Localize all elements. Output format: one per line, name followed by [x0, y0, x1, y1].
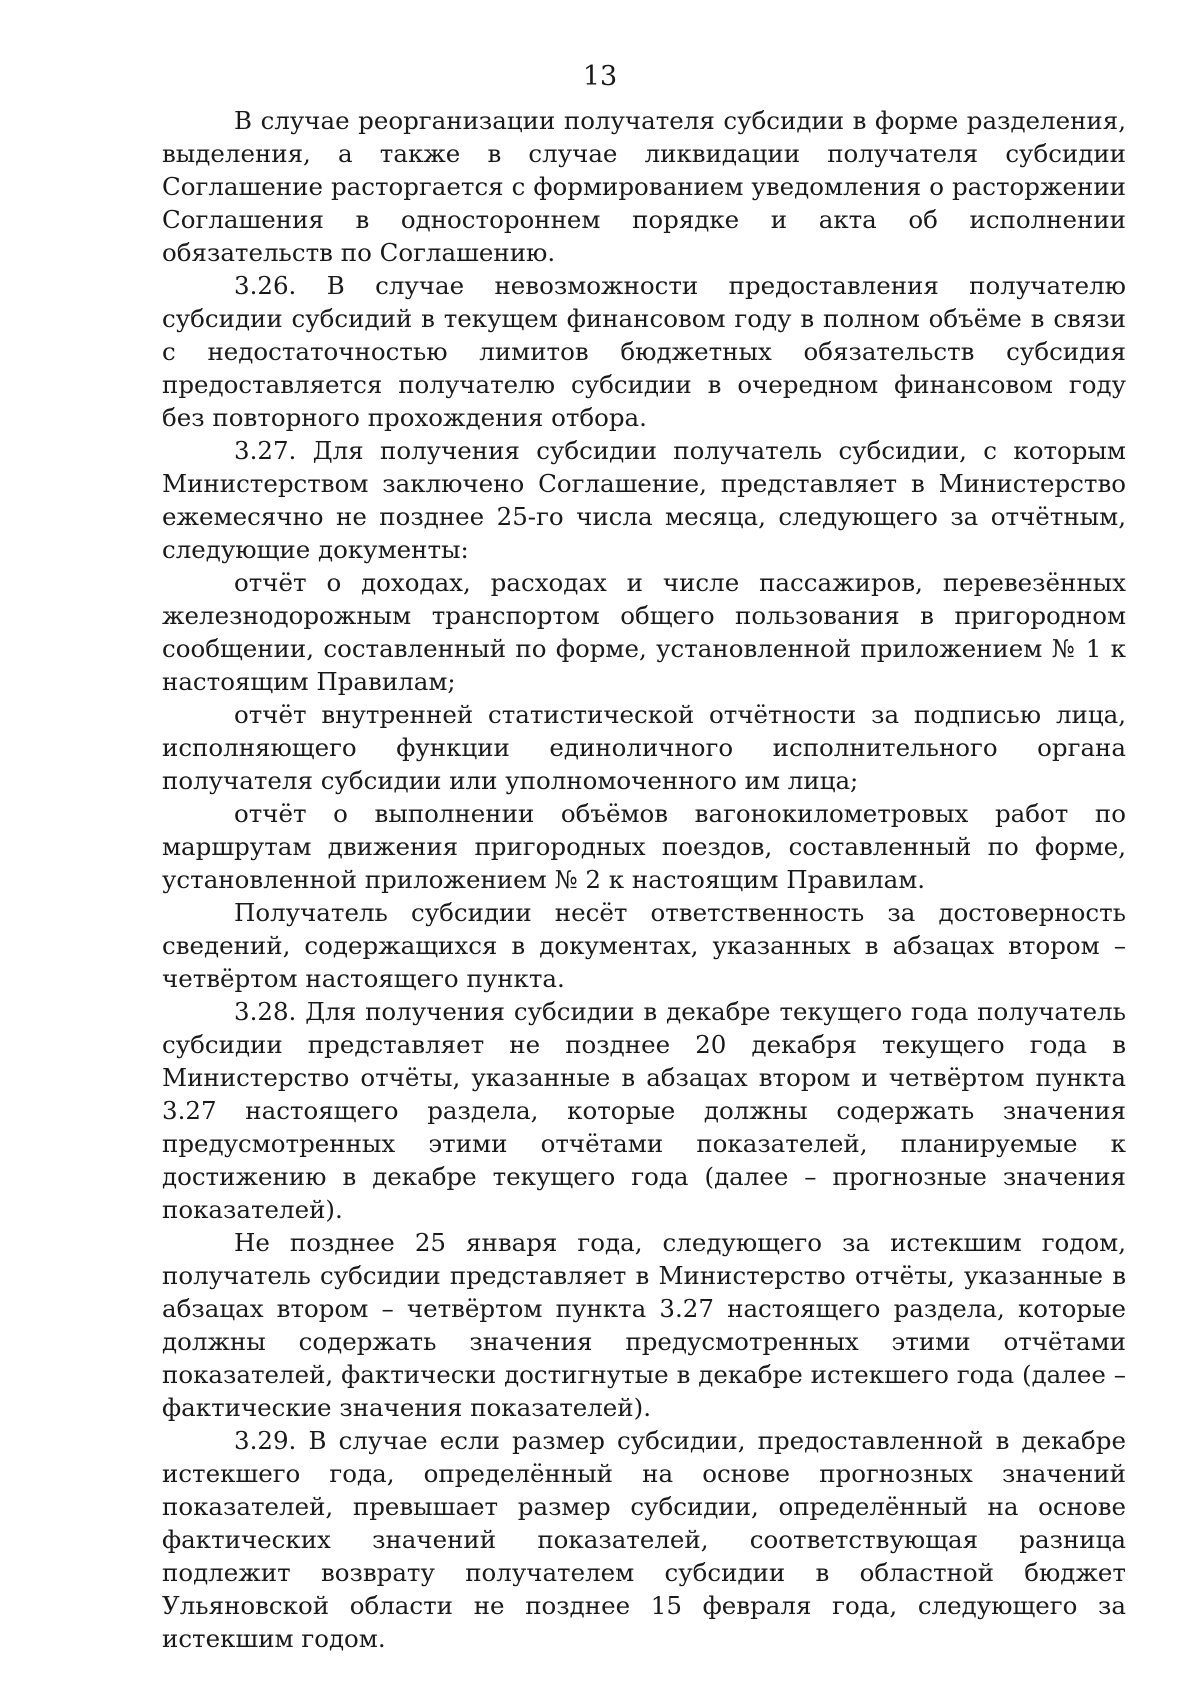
paragraph-reorganization: В случае реорганизации получателя субсидии в форме разделения, выделения, а также в случае ликвидации получателя субсидии Соглашение расторгается с формированием уведомления о расторжении Соглашения в одностороннем порядке и акта об исполнении обязательств по Соглашению. [162, 106, 1126, 267]
paragraph-3-26: 3.26. В случае невозможности предоставления получателю субсидии субсидий в текущем финансовом году в полном объёме в связи с недостаточностью лимитов бюджетных обязательств субсидия предоставляется получателю субсидии в очередном финансовом году без повторного прохождения отбора. [162, 271, 1126, 432]
paragraph-3-29: 3.29. В случае если размер субсидии, предоставленной в декабре истекшего года, определённый на основе прогнозных значений показателей, превышает размер субсидии, определённый на основе фактических значений показателей, соответствующая разница подлежит возврату получателем субсидии в областной бюджет Ульяновской области не позднее 15 февраля года, следующего за истекшим годом. [162, 1426, 1126, 1653]
paragraph-report-statistics: отчёт внутренней статистической отчётности за подписью лица, исполняющего функции единоличного исполнительного органа получателя субсидии или уполномоченного им лица; [162, 700, 1126, 795]
paragraph-responsibility: Получатель субсидии несёт ответственность за достоверность сведений, содержащихся в документах, указанных в абзацах втором – четвёртом настоящего пункта. [162, 898, 1126, 993]
paragraph-report-income: отчёт о доходах, расходах и числе пассажиров, перевезённых железнодорожным транспортом общего пользования в пригородном сообщении, составленный по форме, установленной приложением № 1 к настоящим Правилам; [162, 568, 1126, 696]
page-number: 13 [582, 61, 618, 92]
paragraph-january-deadline: Не позднее 25 января года, следующего за истекшим годом, получатель субсидии представляет в Министерство отчёты, указанные в абзацах втором – четвёртом пункта 3.27 настоящего раздела, которые должны содержать значения предусмотренных этими отчётами показателей, фактически достигнутые в декабре истекшего года (далее – фактические значения показателей). [162, 1228, 1126, 1422]
paragraph-report-car-km: отчёт о выполнении объёмов вагонокилометровых работ по маршрутам движения пригородных поездов, составленный по форме, установленной приложением № 2 к настоящим Правилам. [162, 799, 1126, 894]
paragraph-3-28: 3.28. Для получения субсидии в декабре текущего года получатель субсидии представляет не позднее 20 декабря текущего года в Министерство отчёты, указанные в абзацах втором и четвёртом пункта 3.27 настоящего раздела, которые должны содержать значения предусмотренных этими отчётами показателей, планируемые к достижению в декабре текущего года (далее – прогнозные значения показателей). [162, 997, 1126, 1224]
paragraph-3-27: 3.27. Для получения субсидии получатель субсидии, с которым Министерством заключено Соглашение, представляет в Министерство ежемесячно не позднее 25-го числа месяца, следующего за отчётным, следующие документы: [162, 436, 1126, 564]
document-body [162, 104, 1126, 1655]
